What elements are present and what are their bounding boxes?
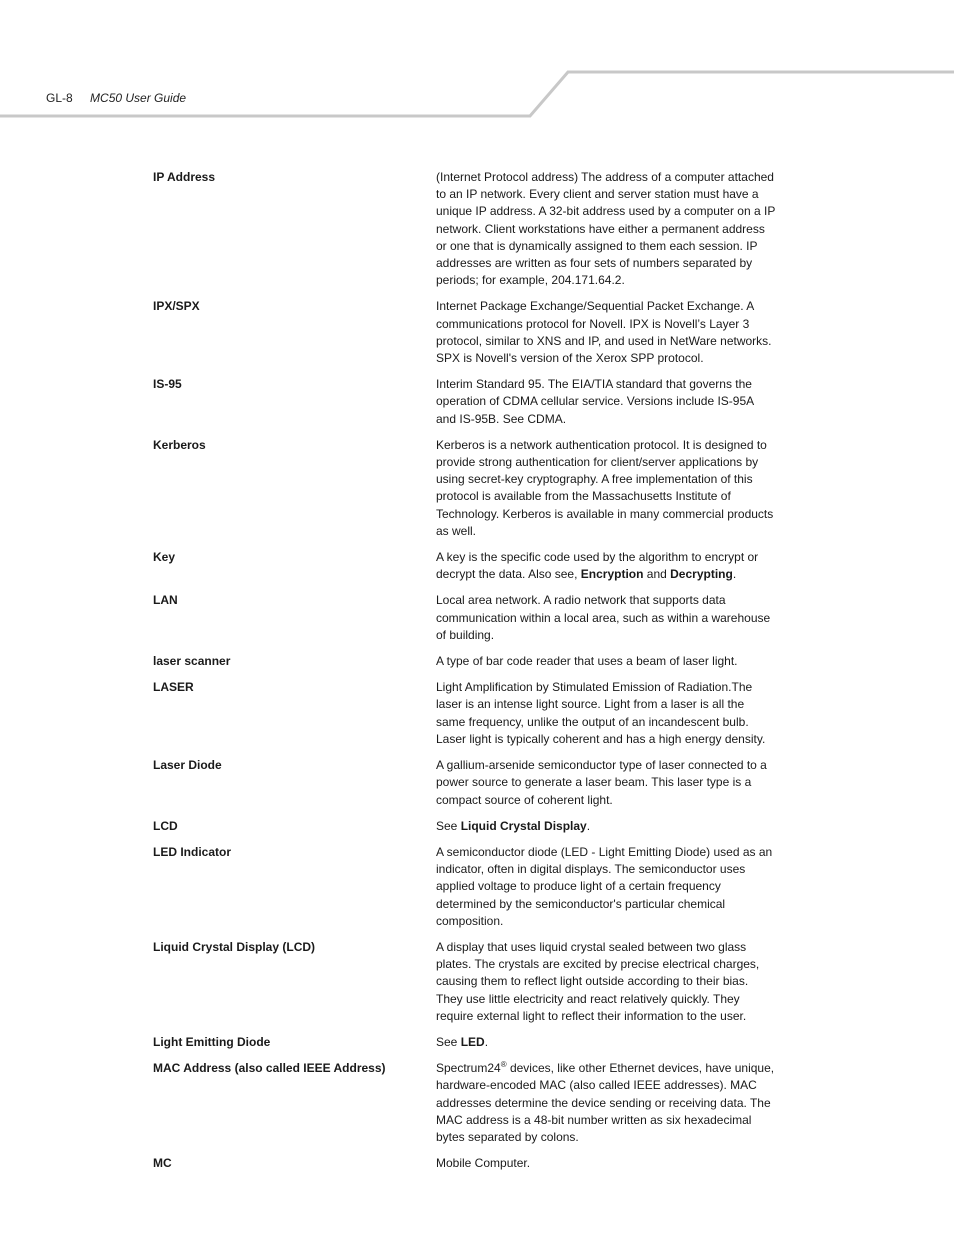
glossary-entry-ipx-spx [153,298,793,367]
glossary-term: MAC Address (also called IEEE Address) [153,1061,386,1076]
glossary-term: IP Address [153,170,216,184]
glossary-term: LED Indicator [153,844,232,859]
cross-reference-link[interactable]: Liquid Crystal Display [460,818,587,833]
glossary-definition [436,1034,776,1051]
definition-text: devices, like other Ethernet devices, have unique, hardware-encoded MAC (also called IEEE addresses). MAC addresses determine the device sending or receiving data. The MAC address is a 48-bit number written as six hexadecimal bytes separated by colons. [436,1061,775,1144]
registered-mark: ® [500,1060,507,1070]
glossary-definition: A gallium-arsenide semiconductor type of laser connected to a power source to generate a laser beam. This laser type is a compact source of coherent light. [436,758,767,807]
definition-text: . [732,567,737,582]
glossary-term: IPX/SPX [153,299,200,314]
glossary-definition: A type of bar code reader that uses a beam of laser light. [436,654,738,669]
glossary-entry-laser [153,679,793,748]
definition-text: . [484,1034,489,1049]
glossary-definition: Kerberos is a network authentication protocol. It is designed to provide strong authentication for client/server applications by using secret-key cryptography. A free implementation of this protocol is available from the Massachusetts Institute of Technology. Kerberos is available in many commercial products as well. [436,437,774,538]
header-rule [0,0,954,130]
page-number: GL-8 [46,91,73,105]
glossary-definition [436,549,776,583]
glossary-definition: Internet Package Exchange/Sequential Packet Exchange. A communications protocol for Novell. IPX is Novell’s Layer 3 protocol, similar to XNS and IP, and used in NetWare networks. SPX is Novell's version of the Xerox SPP protocol. [436,299,772,366]
glossary-term: Light Emitting Diode [153,1034,271,1049]
glossary-term: Laser Diode [153,758,222,773]
cross-reference-link[interactable]: Encryption [580,567,644,582]
page-header [46,91,186,105]
glossary-term: IS-95 [153,377,182,392]
glossary-definition: Local area network. A radio network that supports data communication within a local area, such as within a warehouse of building. [436,593,771,642]
definition-text: See [436,1034,461,1049]
glossary-definition: (Internet Protocol address) The address of a computer attached to an IP network. Every client and server station must have a unique IP address. A 32-bit address used by a computer on a IP network. Client workstations have either a permanent address or one that is dynamically assigned to them each session. IP addresses are written as four sets of numbers separated by periods; for example, 204.171.64.2. [436,170,776,288]
glossary-entry-kerberos [153,437,793,540]
document-title: MC50 User Guide [90,91,187,105]
glossary-term: LASER [153,680,194,695]
glossary-entry-light-emitting-diode [153,1034,793,1051]
glossary-entry-lan [153,592,793,644]
definition-text: See [436,818,461,833]
glossary-entry-is-95 [153,376,793,428]
glossary-term: laser scanner [153,654,231,669]
glossary-entry-mac-address [153,1060,793,1146]
definition-text: . [586,818,591,833]
cross-reference-link[interactable]: Decrypting [670,567,733,582]
glossary-term: MC [153,1156,172,1171]
glossary-term: LCD [153,818,178,833]
glossary-entry-lcd [153,818,793,835]
glossary-definition: Mobile Computer. [436,1156,531,1171]
glossary-definition [436,818,776,835]
glossary-term: Kerberos [153,437,206,452]
glossary-list [153,169,793,1181]
glossary-entry-mc [153,1155,793,1172]
glossary-entry-laser-diode [153,757,793,809]
glossary-term: Liquid Crystal Display (LCD) [153,939,316,954]
glossary-entry-key [153,549,793,583]
cross-reference-link[interactable]: LED [460,1034,485,1049]
glossary-definition: A display that uses liquid crystal sealed between two glass plates. The crystals are excited by precise electrical charges, causing them to reflect light outside according to their bias. They use little electricity and react relatively quickly. They require external light to reflect their information to the user. [436,939,760,1023]
definition-text: A key is the specific code used by the algorithm to encrypt or decrypt the data. Also see, [436,550,759,582]
glossary-definition: Interim Standard 95. The EIA/TIA standard that governs the operation of CDMA cellular service. Versions include IS-95A and IS-95B. See CDMA. [436,377,754,426]
glossary-entry-ip-address [153,169,793,289]
glossary-entry-led-indicator [153,844,793,930]
glossary-definition [436,1060,776,1146]
glossary-definition: Light Amplification by Stimulated Emission of Radiation.The laser is an intense light source. Light from a laser is all the same frequency, unlike the output of an incandescent bulb. Laser light is typically coherent and has a high energy density. [436,680,766,746]
definition-text: Spectrum24 [436,1061,501,1076]
definition-text: and [643,567,671,582]
glossary-term: LAN [153,593,178,608]
glossary-definition: A semiconductor diode (LED - Light Emitting Diode) used as an indicator, often in digital displays. The semiconductor uses applied voltage to produce light of a certain frequency determined by the semiconductor's particular chemical composition. [436,844,773,928]
glossary-term: Key [153,550,176,565]
glossary-entry-laser-scanner [153,653,793,670]
glossary-entry-liquid-crystal-display [153,939,793,1025]
